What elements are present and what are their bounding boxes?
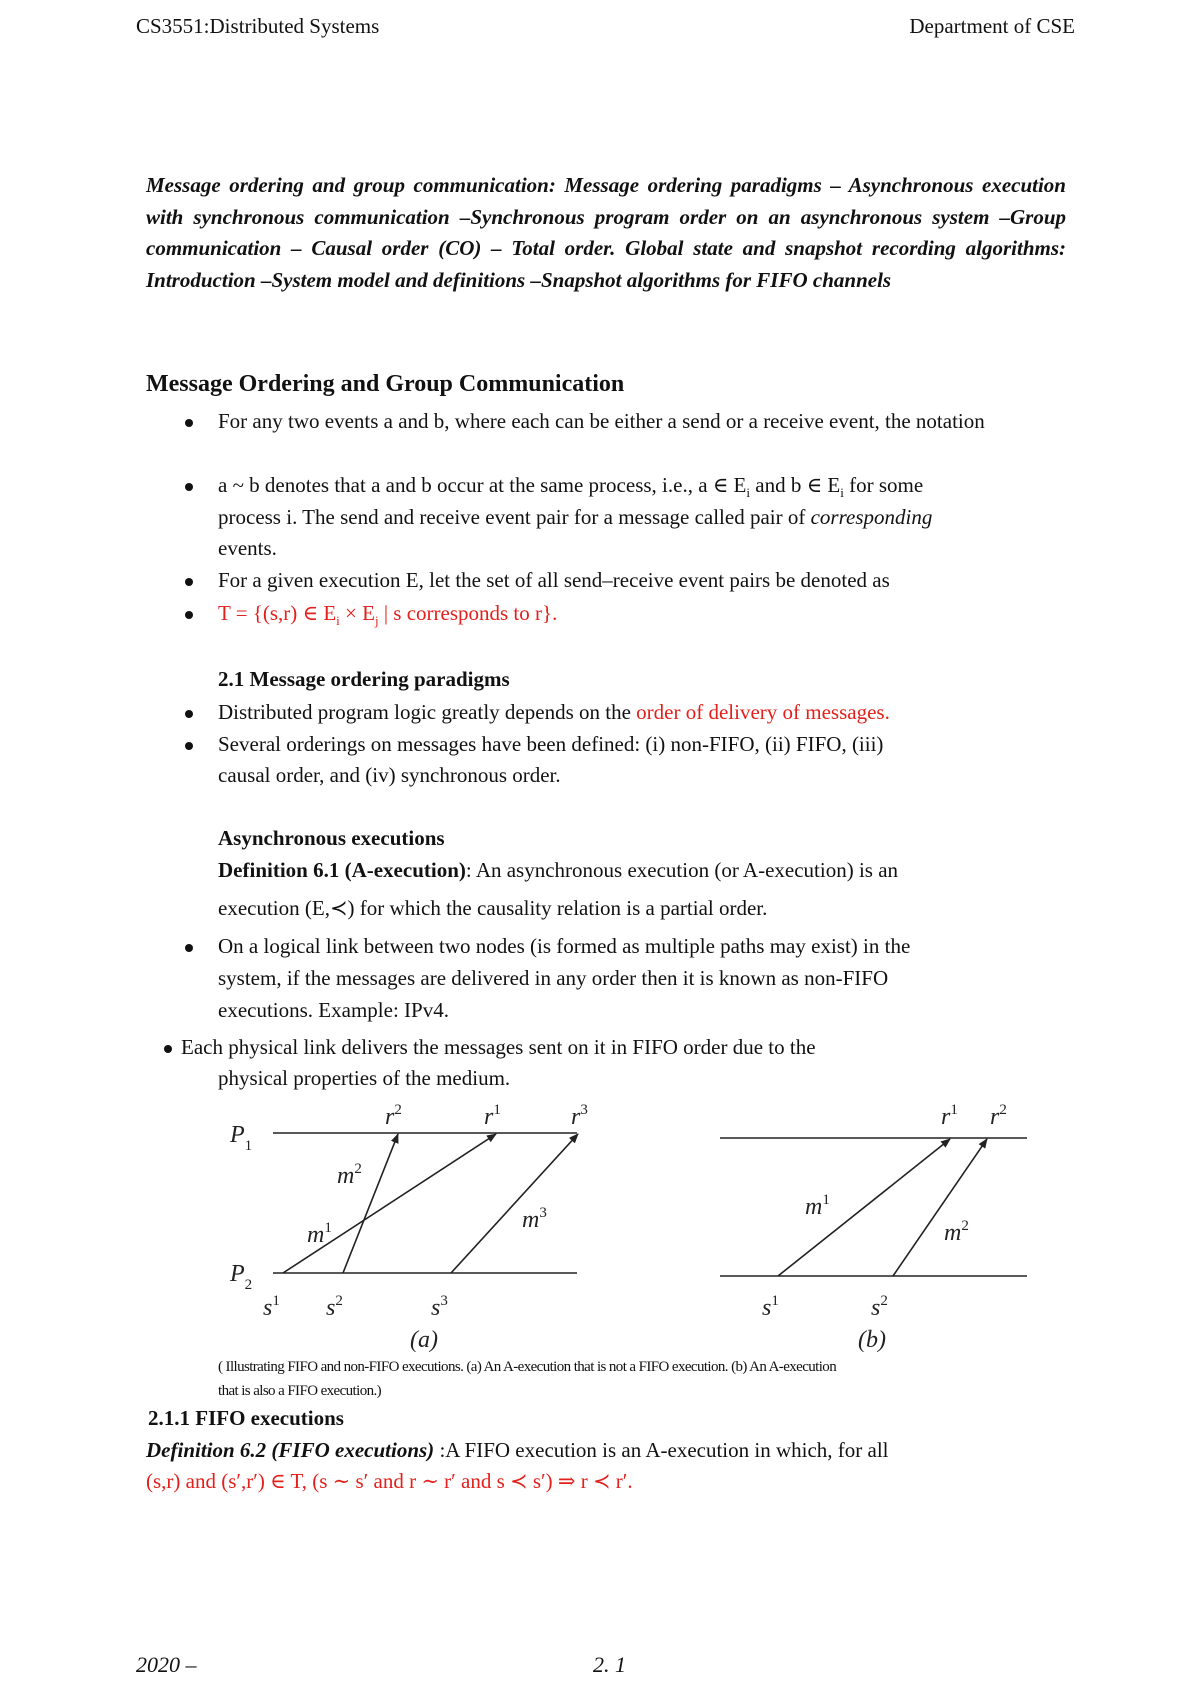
label-b: (b) — [858, 1327, 886, 1353]
definition-6-2-line1: Definition 6.2 (FIFO executions) :A FIFO execution is an A-execution in which, for all — [146, 1438, 889, 1462]
bullet-notation-line1: For any two events a and b, where each can be either a send or a receive event, the notation — [218, 409, 985, 433]
label-p2: $P_2$ — [230, 1261, 253, 1293]
section-title: Message Ordering and Group Communication — [146, 371, 625, 397]
subsection-2-1-title: 2.1 Message ordering paradigms — [218, 667, 510, 691]
bullet-logical-link-line1: On a logical link between two nodes (is formed as multiple paths may exist) in the — [218, 934, 911, 958]
definition-6-1-line2: execution (E,≺) for which the causality relation is a partial order. — [218, 896, 768, 920]
definition-6-1-line1: Definition 6.1 (A-execution): An asynchronous execution (or A-execution) is an — [218, 858, 899, 882]
label-r1-b: $r^1$ — [941, 1102, 958, 1130]
label-r2-a: $r^2$ — [385, 1102, 402, 1130]
message-m1-arrow-b — [778, 1139, 950, 1276]
message-m3-arrow-a — [451, 1134, 578, 1273]
figure-caption-line1: ( Illustrating FIFO and non-FIFO executions. (a) An A-execution that is not a FIFO execution. (b) An A-execution — [218, 1359, 837, 1375]
label-m1-a: $m^1$ — [307, 1220, 332, 1248]
label-s1-b: $s^1$ — [762, 1293, 779, 1321]
bullet-logical-link-line3: executions. Example: IPv4. — [218, 998, 449, 1022]
label-s2-b: $s^2$ — [871, 1293, 888, 1321]
bullet-same-process-line3: events. — [218, 536, 277, 560]
unit-syllabus-paragraph: Message ordering and group communication: Message ordering paradigms – Asynchronous execution with synchronous communication –Synchronous program order on an asynchronous system –Group communication – Causal order (CO) – Total order. Global state and snapshot recording algorithms: Introduction –System model and definitions –Snapshot algorithms for FIFO channels — [146, 173, 1066, 292]
label-m3-a: $m^3$ — [522, 1205, 547, 1233]
bullet-logical-link-line2: system, if the messages are delivered in any order then it is known as non-FIFO — [218, 966, 889, 990]
label-s2-a: $s^2$ — [326, 1293, 343, 1321]
bullet-set-T-definition: T = {(s,r) ∈ $E_i \times E_j$ | s corresponds to r}. — [218, 601, 558, 629]
bullet-send-receive-pairs: For a given execution E, let the set of all send–receive event pairs be denoted as — [218, 568, 890, 592]
bullet-physical-link-line1: Each physical link delivers the messages sent on it in FIFO order due to the — [181, 1035, 816, 1059]
bullet-orderings-line1: Several orderings on messages have been defined: (i) non-FIFO, (ii) FIFO, (iii) — [218, 732, 884, 756]
label-a: (a) — [410, 1327, 438, 1353]
label-p1: $P_1$ — [230, 1122, 253, 1154]
label-r3-a: $r^3$ — [571, 1102, 588, 1130]
label-m2-b: $m^2$ — [944, 1218, 969, 1246]
bullet-same-process-line1: a ~ b denotes that a and b occur at the same process, i.e., a ∈ $E_i$ and b ∈ $E_i$ for some — [218, 473, 924, 501]
label-s1-a: $s^1$ — [263, 1293, 280, 1321]
label-m1-b: $m^1$ — [805, 1192, 830, 1220]
label-s3-a: $s^3$ — [431, 1293, 448, 1321]
header-department: Department of CSE — [909, 14, 1075, 38]
subsection-2-1-1-title: 2.1.1 FIFO executions — [148, 1406, 344, 1430]
bullet-physical-link-line2: physical properties of the medium. — [218, 1066, 511, 1090]
bullet-same-process-line2: process i. The send and receive event pair for a message called pair of corresponding — [218, 505, 933, 529]
label-r1-a: $r^1$ — [484, 1102, 501, 1130]
definition-6-2-line2: (s,r) and (s′,r′) ∈ T, (s ∼ s′ and r ∼ r′ and s ≺ s′) ⇒ r ≺ r′. — [146, 1469, 633, 1493]
header-course-title: CS3551:Distributed Systems — [136, 14, 380, 38]
message-m2-arrow-b — [893, 1139, 987, 1276]
footer-year: 2020 – — [136, 1652, 197, 1677]
figure-caption-line2: that is also a FIFO execution.) — [218, 1383, 382, 1399]
label-r2-b: $r^2$ — [990, 1102, 1007, 1130]
async-executions-title: Asynchronous executions — [218, 826, 445, 850]
bullet-orderings-line2: causal order, and (iv) synchronous order. — [218, 763, 561, 787]
bullet-program-logic: Distributed program logic greatly depends on the order of delivery of messages. — [218, 700, 890, 724]
footer-page-number: 2. 1 — [593, 1652, 626, 1677]
label-m2-a: $m^2$ — [337, 1161, 362, 1189]
